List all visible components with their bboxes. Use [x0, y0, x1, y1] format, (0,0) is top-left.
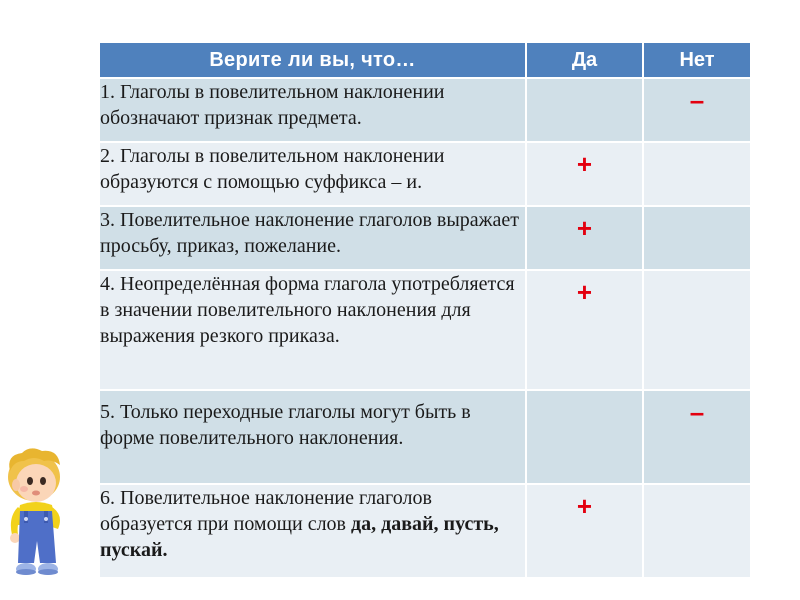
- table-row: [99, 270, 751, 390]
- yes-mark: +: [576, 277, 593, 307]
- no-cell: [643, 390, 751, 484]
- no-cell: [643, 484, 751, 578]
- no-mark: –: [689, 397, 705, 427]
- yes-cell: [526, 206, 643, 270]
- yes-cell: [526, 270, 643, 390]
- question-text-plain: 6. Повелительное наклонение глаголов образуется при помощи слов: [100, 487, 432, 535]
- question-text: 5. Только переходные глаголы могут быть в форме повелительного наклонения.: [99, 390, 526, 484]
- no-cell: [643, 206, 751, 270]
- header-no: Нет: [643, 42, 751, 78]
- yes-cell: [526, 142, 643, 206]
- no-cell: [643, 270, 751, 390]
- yes-mark: +: [576, 213, 593, 243]
- header-yes: Да: [526, 42, 643, 78]
- yes-cell: [526, 390, 643, 484]
- question-text: 4. Неопределённая форма глагола употребляется в значении повелительного наклонения для выражения резкого приказа.: [99, 270, 526, 390]
- yes-mark: +: [576, 491, 593, 521]
- table-row: [99, 390, 751, 484]
- yes-mark: +: [576, 149, 593, 179]
- no-cell: [643, 142, 751, 206]
- table-row: [99, 142, 751, 206]
- header-question: Верите ли вы, что…: [99, 42, 526, 78]
- table-row: [99, 78, 751, 142]
- question-text: 1. Глаголы в повелительном наклонении обозначают признак предмета.: [99, 78, 526, 142]
- table-header-row: [99, 42, 751, 78]
- table-row: [99, 206, 751, 270]
- question-text: 3. Повелительное наклонение глаголов выражает просьбу, приказ, пожелание.: [99, 206, 526, 270]
- question-text: 2. Глаголы в повелительном наклонении образуются с помощью суффикса – и.: [99, 142, 526, 206]
- table-row: [99, 484, 751, 578]
- yes-cell: [526, 78, 643, 142]
- yes-cell: [526, 484, 643, 578]
- no-mark: –: [689, 85, 705, 115]
- question-text: [99, 484, 526, 578]
- quiz-table: [98, 41, 752, 579]
- no-cell: [643, 78, 751, 142]
- question-text-bold: да, давай, пусть, пускай.: [100, 513, 499, 561]
- child-illustration-icon: [0, 445, 80, 585]
